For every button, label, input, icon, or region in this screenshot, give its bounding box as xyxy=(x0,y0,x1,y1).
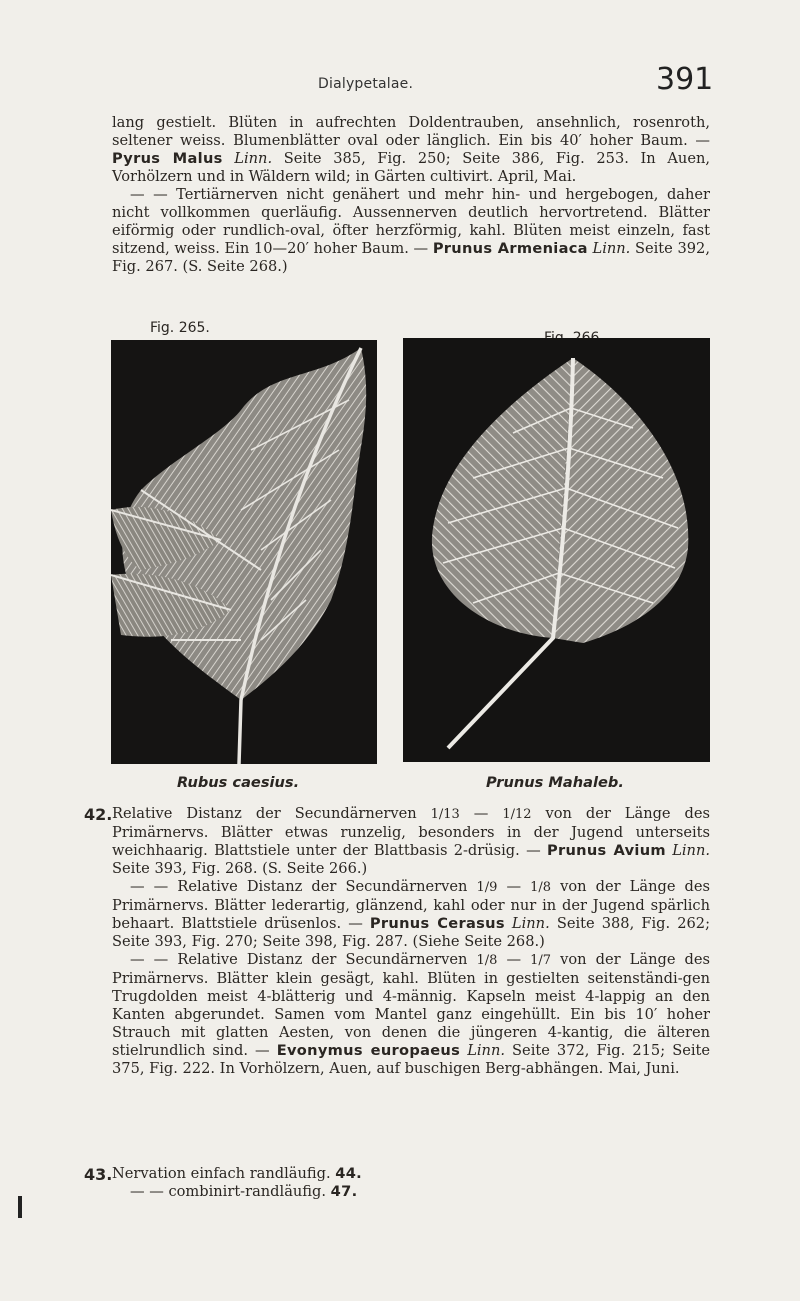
entry-prunus-avium: Relative Distanz der Secundärnerven 1/13 — 1/12 von der Länge des Primärnervs. Blätter etwas runzelig, besonders in der Jugend unterseits weichhaarig. Blattstiele unter der Blattbasis 2-drüsig. — Prunus Avium Linn. Seite 393, Fig. 268. (S. Seite 266.) xyxy=(112,805,710,877)
entry-einfach-randlaeufig: Nervation einfach randläufig. 44. xyxy=(112,1165,363,1182)
section-number-43: 43. xyxy=(84,1165,113,1184)
paragraph-pyrus: lang gestielt. Blüten in aufrechten Doldentrauben, ansehnlich, rosenroth, seltener weiss. Blumenblätter oval oder länglich. Ein bis 40′ hoher Baum. — Pyrus Malus Linn. Seite 385, Fig. 250; Seite 386, Fig. 253. In Auen, Vorhölzern und in Wäldern wild; in Gärten cultivirt. April, Mai. xyxy=(112,114,710,185)
page-header xyxy=(0,62,800,102)
running-head: Dialypetalae. xyxy=(318,76,414,92)
figure-rubus-caesius xyxy=(111,340,377,764)
caption-rubus-caesius: Rubus caesius. xyxy=(177,774,300,791)
ref-44: 44. xyxy=(335,1165,363,1182)
section-number-42: 42. xyxy=(84,805,113,824)
margin-mark xyxy=(18,1196,22,1218)
paragraph-armeniaca: — — Tertiärnerven nicht genähert und mehr hin- und hergebogen, daher nicht vollkommen querläufig. Aussennerven deutlich hervortretend. Blätter eiförmig oder rundlich-oval, öfter herzförmig, kahl. Blüten meist einzeln, fast sitzend, weiss. Ein 10—20′ hoher Baum. — Prunus Armeniaca Linn. Seite 392, Fig. 267. (S. Seite 268.) xyxy=(112,186,710,275)
section-43 xyxy=(112,1165,710,1201)
leaf-illustration-prunus xyxy=(403,338,710,762)
entry-combinirt-randlaeufig: — — combinirt-randläufig. 47. xyxy=(130,1183,358,1200)
ref-47: 47. xyxy=(330,1183,358,1200)
fig-265-label: Fig. 265. xyxy=(150,320,210,336)
entry-evonymus-europaeus: — — Relative Distanz der Secundärnerven 1/8 — 1/7 von der Länge des Primärnervs. Blätter klein gesägt, kahl. Blüten in gestielten seitenständi-gen Trugdolden meist 4-blätterig und 4-männig. Kapseln meist 4-lappig an den Kanten abgerundet. Samen vom Mantel ganz eingehüllt. Ein bis 10′ hoher Strauch mit glatten Aesten, von denen die jüngeren 4-kantig, die älteren stielrundlich sind. — Evonymus europaeus Linn. Seite 372, Fig. 215; Seite 375, Fig. 222. In Vorhölzern, Auen, auf buschigen Berg-abhängen. Mai, Juni. xyxy=(112,951,711,1077)
caption-prunus-mahaleb: Prunus Mahaleb. xyxy=(486,774,624,791)
entry-prunus-cerasus: — — Relative Distanz der Secundärnerven 1/9 — 1/8 von der Länge des Primärnervs. Blätter lederartig, glänzend, kahl oder nur in der Jugend spärlich behaart. Blattstiele drüsenlos. — Prunus Cerasus Linn. Seite 388, Fig. 262; Seite 393, Fig. 270; Seite 398, Fig. 287. (Siehe Seite 268.) xyxy=(112,878,711,950)
section-42 xyxy=(112,805,710,1078)
top-text xyxy=(112,114,710,276)
species-evonymus-europaeus: Evonymus europaeus xyxy=(276,1042,461,1059)
species-prunus-armeniaca: Prunus Armeniaca xyxy=(432,240,588,257)
leaf-illustration-rubus xyxy=(111,340,377,764)
species-pyrus-malus: Pyrus Malus xyxy=(112,150,223,167)
figure-prunus-mahaleb xyxy=(403,338,710,762)
species-prunus-cerasus: Prunus Cerasus xyxy=(369,915,505,932)
page-number: 391 xyxy=(656,62,714,97)
species-prunus-avium: Prunus Avium xyxy=(546,842,666,859)
